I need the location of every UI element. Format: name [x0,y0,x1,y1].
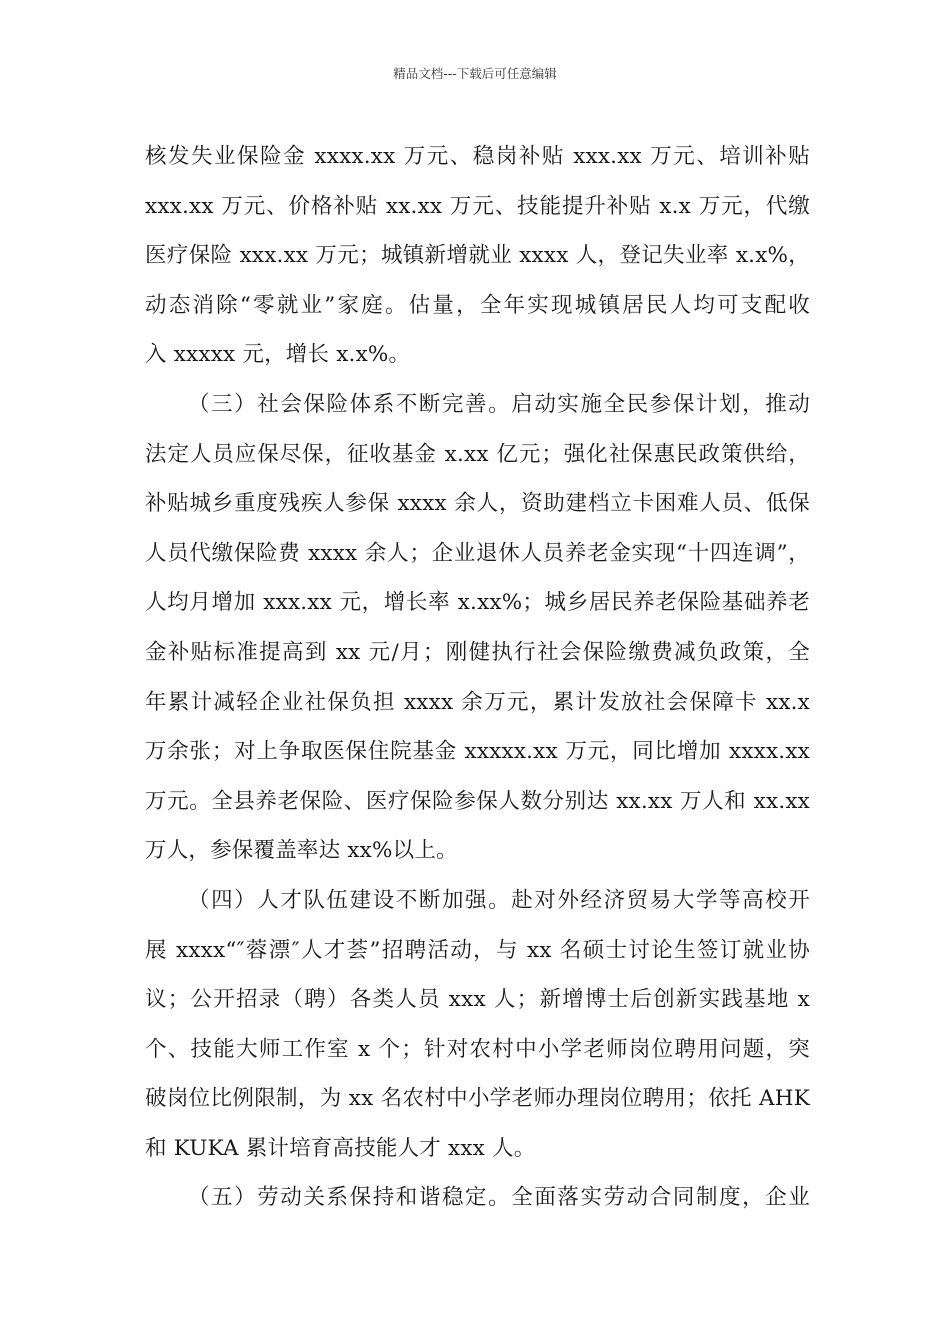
text-line: xxx.xx 万元、价格补贴 xx.xx 万元、技能提升补贴 x.x 万元，代缴 [145,193,810,219]
text-line: （四）人才队伍建设不断加强。赴对外经济贸易大学等高校开 [188,887,810,913]
text-line: 破岗位比例限制，为 xx 名农村中小学老师办理岗位聘用；依托 AHK [145,1086,810,1112]
text-line: 万元。全县养老保险、医疗保险参保人数分别达 xx.xx 万人和 xx.xx [145,788,810,814]
text-line: 万余张；对上争取医保住院基金 xxxxx.xx 万元，同比增加 xxxx.xx [145,739,810,765]
page-header: 精品文档---下载后可任意编辑 [393,66,557,81]
text-line: 补贴城乡重度残疾人参保 xxxx 余人，资助建档立卡困难人员、低保 [145,491,810,517]
text-line: 人员代缴保险费 xxxx 余人；企业退休人员养老金实现“十四连调”， [145,540,810,566]
text-line: 法定人员应保尽保，征收基金 x.xx 亿元；强化社保惠民政策供给， [145,441,810,467]
text-line: 议；公开招录（聘）各类人员 xxx 人；新增博士后创新实践基地 x [145,987,810,1013]
text-line: 展 xxxx“″蓉漂″人才荟”招聘活动，与 xx 名硕士讨论生签订就业协 [145,937,810,963]
text-line: 动态消除“零就业”家庭。估量，全年实现城镇居民人均可支配收 [145,292,810,318]
text-line: 金补贴标准提高到 xx 元/月；刚健执行社会保险缴费减负政策，全 [145,639,810,665]
text-line: （三）社会保险体系不断完善。启动实施全民参保计划，推动 [188,391,810,417]
text-line: 入 xxxxx 元，增长 x.x%。 [145,342,411,368]
text-line: （五）劳动关系保持和谐稳定。全面落实劳动合同制度，企业 [188,1185,810,1211]
document-body [145,132,810,1223]
text-line: 年累计减轻企业社保负担 xxxx 余万元，累计发放社会保障卡 xx.x [145,689,810,715]
text-line: 个、技能大师工作室 x 个；针对农村中小学老师岗位聘用问题，突 [145,1036,810,1062]
paragraph-section-3 [145,380,810,876]
text-line: 万人，参保覆盖率达 xx%以上。 [145,838,458,864]
text-line: 人均月增加 xxx.xx 元，增长率 x.xx%；城乡居民养老保险基础养老 [145,590,810,616]
paragraph-section-5 [145,1173,810,1223]
paragraph-section-4 [145,876,810,1174]
paragraph-continuation [145,132,810,380]
text-line: 和 KUKA 累计培育高技能人才 xxx 人。 [145,1135,536,1161]
text-line: 医疗保险 xxx.xx 万元；城镇新增就业 xxxx 人，登记失业率 x.x%， [145,243,810,269]
text-line: 核发失业保险金 xxxx.xx 万元、稳岗补贴 xxx.xx 万元、培训补贴 [145,144,810,169]
